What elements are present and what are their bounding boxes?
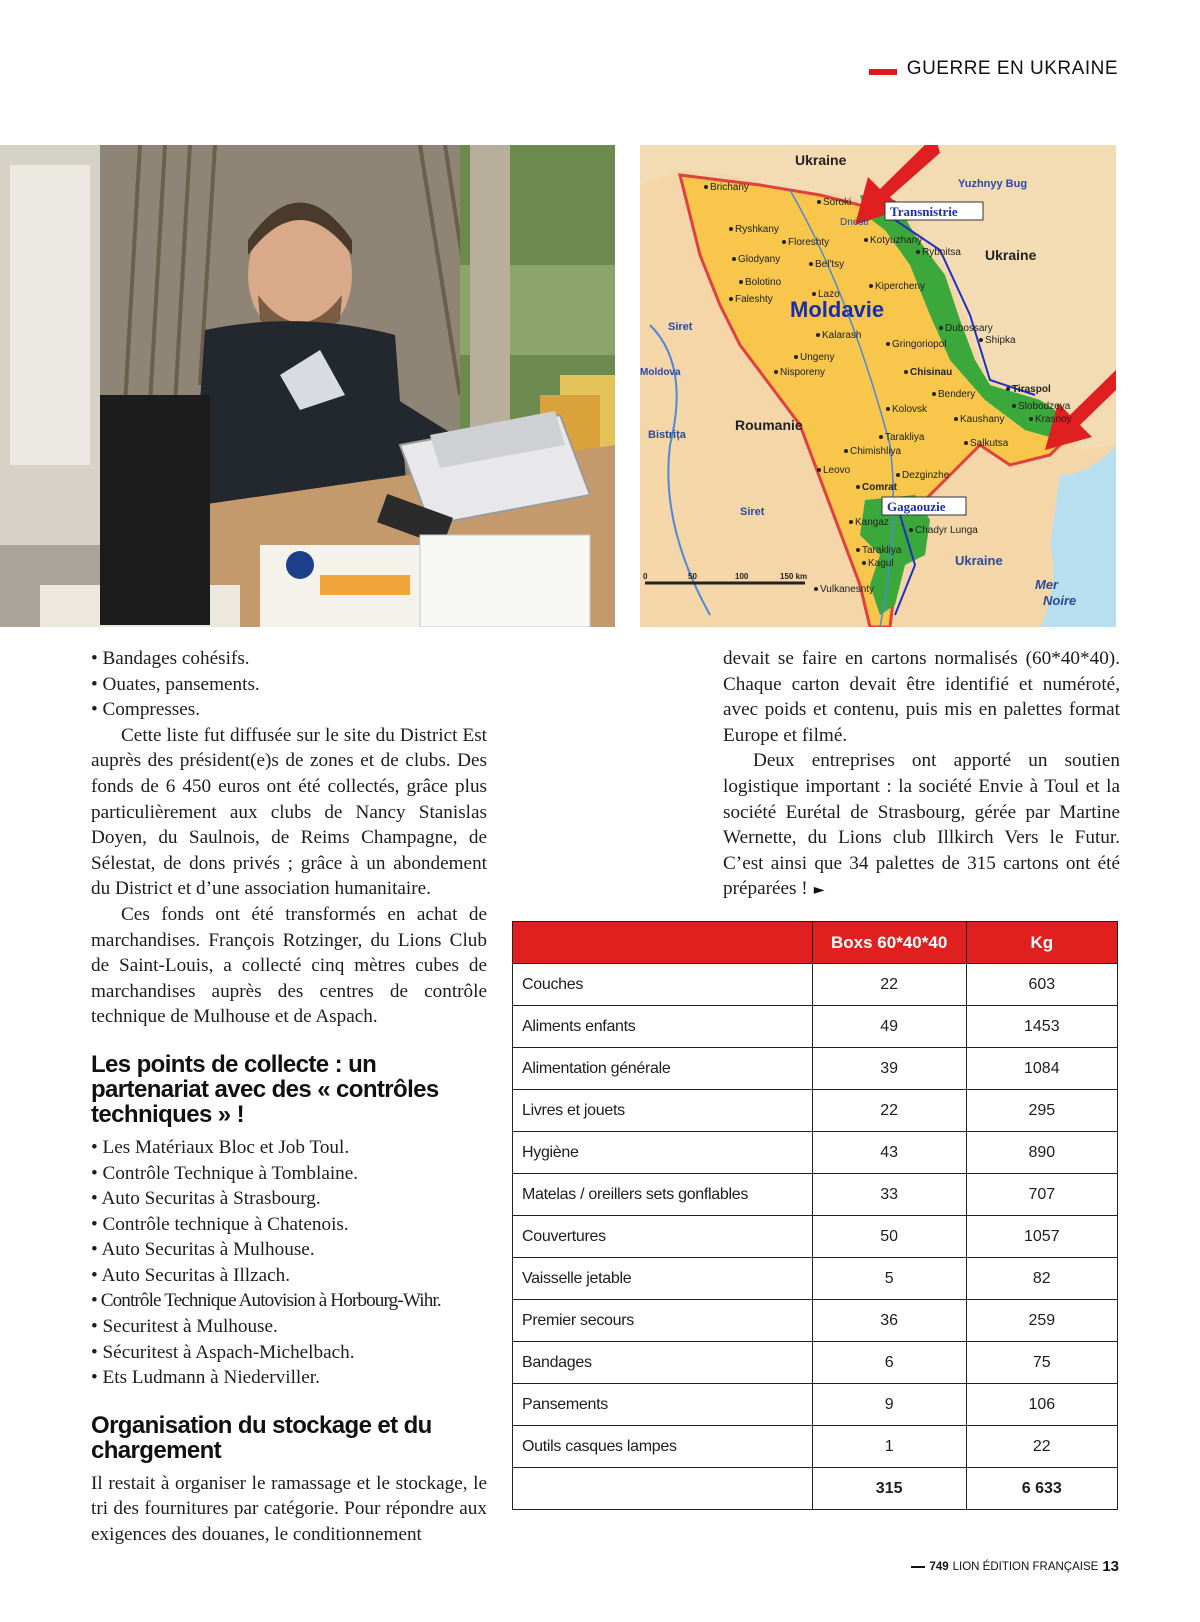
table-row — [513, 1216, 1118, 1258]
map-label-dnestr: Dnestr — [840, 217, 870, 228]
list-item: • Ets Ludmann à Niederviller. — [91, 1367, 320, 1389]
map-city-label: Rybnitsa — [922, 247, 961, 258]
table-cell-boxes: 1 — [812, 1426, 966, 1468]
map-scale-0: 0 — [643, 572, 648, 581]
table-cell-kg: 259 — [966, 1300, 1117, 1342]
map-city-label: Bel'tsy — [815, 259, 845, 270]
map-city-dot — [849, 520, 853, 524]
map-city-label: Kalarash — [822, 330, 862, 341]
map-city-dot — [704, 185, 708, 189]
table-row — [513, 1048, 1118, 1090]
list-item: • Contrôle Technique à Tomblaine. — [91, 1162, 359, 1184]
map-label-gagaouzie: Gagaouzie — [887, 499, 946, 514]
section-tag — [869, 58, 1118, 80]
table-total-row — [513, 1468, 1118, 1510]
paragraph-logistics-text: Deux entreprises ont apporté un soutien logistique important : la société Envie à Toul et la société Eurétal de Strasbourg, gérée par Martine Wernette, du Lions club Illkirch Vers le Futur. C’est ainsi que 34 palettes de 315 cartons ont été préparées ! — [723, 750, 1120, 900]
table-row — [513, 1132, 1118, 1174]
map-label-moldova: Moldova — [640, 367, 681, 378]
table-total-kg: 6 633 — [966, 1468, 1117, 1510]
map-label-ukraine-north: Ukraine — [795, 152, 847, 168]
footer-publication: LION ÉDITION FRANÇAISE — [952, 1560, 1099, 1573]
map-city-label: Slobodzeya — [1018, 401, 1071, 412]
section-tag-bar — [869, 69, 897, 75]
table-cell-category: Outils casques lampes — [513, 1426, 813, 1468]
table-cell-kg: 82 — [966, 1258, 1117, 1300]
table-header-boxes: Boxs 60*40*40 — [812, 922, 966, 964]
heading-organisation-stockage: Organisation du stockage et du chargement — [91, 1411, 432, 1464]
table-row — [513, 1174, 1118, 1216]
map-city-dot — [809, 262, 813, 266]
table-cell-boxes: 39 — [812, 1048, 966, 1090]
map-city-dot — [739, 280, 743, 284]
map-city-dot — [817, 200, 821, 204]
list-item: • Auto Securitas à Mulhouse. — [91, 1239, 315, 1261]
map-city-label: Soroki — [823, 197, 852, 208]
map-city-label: Kangaz — [855, 517, 889, 528]
map-city-dot — [856, 485, 860, 489]
table-row — [513, 1258, 1118, 1300]
table-cell-boxes: 6 — [812, 1342, 966, 1384]
table-row — [513, 1426, 1118, 1468]
list-item: • Securitest à Mulhouse. — [91, 1316, 278, 1338]
map-city-dot — [932, 392, 936, 396]
map-city-dot — [979, 338, 983, 342]
map-city-label: Dubossary — [945, 323, 993, 334]
table-cell-boxes: 22 — [812, 1090, 966, 1132]
list-item: • Auto Securitas à Illzach. — [91, 1264, 291, 1286]
table-total-label — [513, 1468, 813, 1510]
map-city-label: Floreshty — [788, 237, 830, 248]
map-scale-150: 150 km — [780, 572, 808, 581]
list-item: • Ouates, pansements. — [91, 673, 260, 695]
table-cell-boxes: 49 — [812, 1006, 966, 1048]
table-row — [513, 1090, 1118, 1132]
table-cell-category: Matelas / oreillers sets gonflables — [513, 1174, 813, 1216]
map-city-label: Ungeny — [800, 352, 835, 363]
map-city-dot — [896, 473, 900, 477]
map-city-label: Nisporeny — [780, 367, 826, 378]
column-right — [723, 646, 1120, 904]
map-city-dot — [729, 297, 733, 301]
table-cell-boxes: 43 — [812, 1132, 966, 1174]
map-city-label: Tarakliya — [885, 432, 925, 443]
map-label-noire: Noire — [1043, 593, 1077, 608]
map-city-dot — [886, 407, 890, 411]
footer-issue: 749 — [929, 1560, 949, 1573]
map-label-moldavie: Moldavie — [790, 297, 885, 322]
map-city-label: Salkutsa — [970, 438, 1009, 449]
photo-volunteer-at-laptop — [0, 145, 615, 627]
map-city-dot — [794, 355, 798, 359]
map-city-dot — [964, 441, 968, 445]
table-cell-kg: 295 — [966, 1090, 1117, 1132]
map-city-label: Chimishliya — [850, 446, 902, 457]
map-scale-100: 100 — [735, 572, 749, 581]
heading-points-de-collecte: Les points de collecte : un partenariat avec des « contrôles techniques » ! — [91, 1050, 439, 1128]
map-city-label: Chisinau — [910, 367, 953, 378]
paragraph-funds-use: Ces fonds ont été transformés en achat de marchandises. François Rotzinger, du Lions Club de Saint-Louis, a collecté cinq mètres cubes de marchandises auprès des centres de contrôle technique de Mulhouse et de Aspach. — [91, 903, 487, 1028]
table-cell-category: Hygiène — [513, 1132, 813, 1174]
table-cell-category: Livres et jouets — [513, 1090, 813, 1132]
map-city-dot — [886, 342, 890, 346]
map-city-label: Ryshkany — [735, 224, 779, 235]
map-city-label: Kiperchenу — [875, 281, 926, 292]
map-label-ukraine-east: Ukraine — [985, 247, 1037, 263]
map-city-label: Comrat — [862, 482, 898, 493]
map-city-dot — [864, 238, 868, 242]
map-city-label: Bendery — [938, 389, 976, 400]
map-city-label: Dezginzhe — [902, 470, 950, 481]
table-header-category — [513, 922, 813, 964]
section-title: GUERRE EN UKRAINE — [906, 58, 1118, 79]
table-cell-category: Couvertures — [513, 1216, 813, 1258]
table-cell-kg: 106 — [966, 1384, 1117, 1426]
map-city-label: Lazo — [818, 289, 840, 300]
map-city-dot — [1029, 417, 1033, 421]
table-row — [513, 1006, 1118, 1048]
table-cell-kg: 1057 — [966, 1216, 1117, 1258]
table-row — [513, 1342, 1118, 1384]
map-city-label: Tarakliya — [862, 545, 902, 556]
map-city-label: Bolotino — [745, 277, 782, 288]
table-cell-category: Bandages — [513, 1342, 813, 1384]
map-city-dot — [732, 257, 736, 261]
map-city-dot — [869, 284, 873, 288]
table-cell-kg: 603 — [966, 964, 1117, 1006]
table-cell-boxes: 36 — [812, 1300, 966, 1342]
paragraph-logistics — [723, 748, 1120, 904]
map-label-yuzhnyy-bug: Yuzhnyy Bug — [958, 178, 1028, 190]
table-cell-category: Couches — [513, 964, 813, 1006]
map-city-label: Faleshty — [735, 294, 773, 305]
table-cell-kg: 1453 — [966, 1006, 1117, 1048]
list-item: • Sécuritest à Aspach-Michelbach. — [91, 1341, 355, 1363]
bullet-list-supplies — [91, 646, 487, 723]
table-row — [513, 1300, 1118, 1342]
table-cell-boxes: 22 — [812, 964, 966, 1006]
continue-arrow-icon: ► — [813, 882, 825, 899]
list-item: • Contrôle Technique Autovision à Horbourg-Wihr. — [91, 1290, 441, 1312]
map-city-dot — [814, 587, 818, 591]
map-city-dot — [879, 435, 883, 439]
map-city-dot — [782, 240, 786, 244]
map-city-dot — [816, 333, 820, 337]
paragraph-list-diffusion: Cette liste fut diffusée sur le site du District Est auprès des président(e)s de zones et de clubs. Des fonds de 6 450 euros ont été collectés, grâce plus particulièrement aux clubs de Nancy Stanislas Doyen, du Saulnois, de Reims Champagne, de Sélestat, de dons privés ; grâce à un abondement du District et d’une association humanitaire. — [91, 724, 487, 900]
map-city-dot — [844, 449, 848, 453]
table-cell-kg: 707 — [966, 1174, 1117, 1216]
list-item: • Auto Securitas à Strasbourg. — [91, 1188, 321, 1210]
map-city-dot — [909, 528, 913, 532]
map-label-transnistrie: Transnistrie — [890, 204, 958, 219]
list-item: • Compresses. — [91, 699, 201, 721]
map-scale-50: 50 — [688, 572, 697, 581]
map-city-label: Kotyuzhany — [870, 235, 923, 246]
table-cell-category: Premier secours — [513, 1300, 813, 1342]
list-item: • Contrôle technique à Chatenois. — [91, 1213, 349, 1235]
map-city-label: Glodyany — [738, 254, 781, 265]
map-moldova — [640, 145, 1116, 627]
map-city-label: Krasnoy — [1035, 414, 1072, 425]
bullet-list-collection-points — [91, 1135, 487, 1391]
list-item: • Les Matériaux Bloc et Job Toul. — [91, 1136, 350, 1158]
map-city-dot — [954, 417, 958, 421]
map-city-dot — [856, 548, 860, 552]
map-city-label: Chadyr Lunga — [915, 525, 978, 536]
page-footer — [911, 1558, 1119, 1575]
table-header-row — [513, 922, 1118, 964]
map-city-dot — [916, 250, 920, 254]
map-city-dot — [812, 292, 816, 296]
map-label-siret-2: Siret — [740, 506, 765, 518]
table-cell-category: Vaisselle jetable — [513, 1258, 813, 1300]
map-city-label: Tiraspol — [1012, 384, 1051, 395]
map-city-dot — [939, 326, 943, 330]
map-city-label: Kaushany — [960, 414, 1005, 425]
table-cell-boxes: 9 — [812, 1384, 966, 1426]
map-city-label: Leovo — [823, 465, 851, 476]
map-city-dot — [862, 561, 866, 565]
table-cell-kg: 22 — [966, 1426, 1117, 1468]
table-cell-boxes: 50 — [812, 1216, 966, 1258]
map-label-ukraine-south: Ukraine — [955, 553, 1003, 568]
list-item: • Bandages cohésifs. — [91, 648, 250, 669]
map-label-siret-1: Siret — [668, 321, 693, 333]
table-cell-category: Alimentation générale — [513, 1048, 813, 1090]
map-label-bistrita: Bistrița — [648, 429, 686, 441]
map-label-roumanie: Roumanie — [735, 417, 803, 433]
column-left — [91, 646, 487, 1548]
paragraph-stockage: Il restait à organiser le ramassage et le stockage, le tri des fournitures par catégorie. Pour répondre aux exigences des douanes, le conditionnement — [91, 1472, 487, 1546]
map-city-dot — [1012, 404, 1016, 408]
map-city-label: Kagul — [868, 558, 894, 569]
table-cell-category: Pansements — [513, 1384, 813, 1426]
map-city-dot — [774, 370, 778, 374]
map-label-mer: Mer — [1035, 577, 1059, 592]
map-city-dot — [904, 370, 908, 374]
table-cell-kg: 890 — [966, 1132, 1117, 1174]
table-cell-category: Aliments enfants — [513, 1006, 813, 1048]
map-city-label: Vulkanesnty — [820, 584, 875, 595]
table-row — [513, 964, 1118, 1006]
table-header-kg: Kg — [966, 922, 1117, 964]
table-cell-boxes: 33 — [812, 1174, 966, 1216]
map-city-label: Shipka — [985, 335, 1016, 346]
map-city-dot — [817, 468, 821, 472]
paragraph-cartons: devait se faire en cartons normalisés (60*40*40). Chaque carton devait être identifié et numéroté, avec poids et contenu, puis mis en palettes format Europe et filmé. — [723, 648, 1120, 746]
map-city-label: Kolovsk — [892, 404, 928, 415]
map-city-label: Brichany — [710, 182, 749, 193]
map-city-dot — [1006, 387, 1010, 391]
table-total-boxes: 315 — [812, 1468, 966, 1510]
table-cell-boxes: 5 — [812, 1258, 966, 1300]
footer-dash — [911, 1566, 925, 1568]
table-cell-kg: 1084 — [966, 1048, 1117, 1090]
table-cell-kg: 75 — [966, 1342, 1117, 1384]
map-city-label: Gringoriopol — [892, 339, 947, 350]
map-city-dot — [729, 227, 733, 231]
supplies-table — [512, 921, 1118, 1510]
page-number: 13 — [1102, 1558, 1119, 1575]
table-row — [513, 1384, 1118, 1426]
